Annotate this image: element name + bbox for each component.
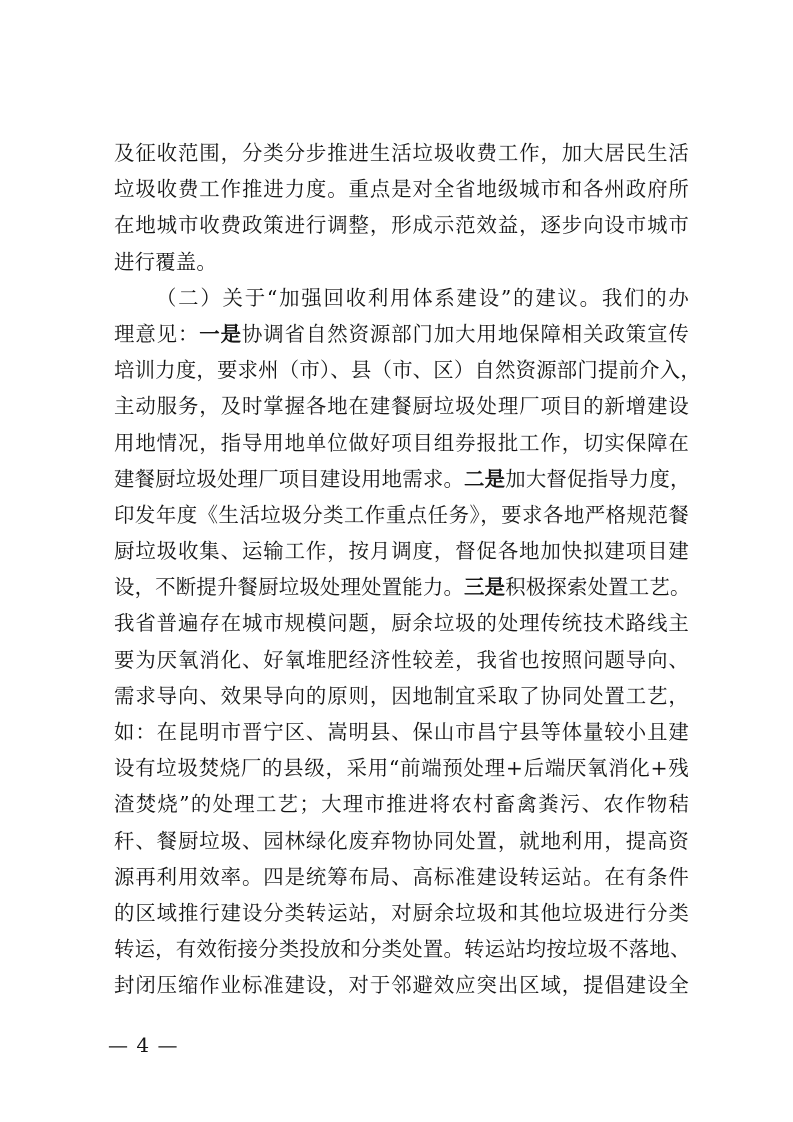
text-line: 主动服务，及时掌握各地在建餐厨垃圾处理厂项目的新增建设 [114, 394, 689, 419]
text-line: 我省普遍存在城市规模问题，厨余垃圾的处理传统技术路线主 [114, 611, 689, 636]
text-line: 要为厌氧消化、好氧堆肥经济性较差，我省也按照问题导向、 [114, 647, 689, 672]
text-line: 源再利用效率。四是统筹布局、高标准建设转运站。在有条件 [114, 864, 689, 889]
text-line: 及征收范围，分类分步推进生活垃圾收费工作，加大居民生活 [114, 141, 689, 165]
text-line: 用地情况，指导用地单位做好项目组券报批工作，切实保障在 [114, 430, 689, 455]
text-line: 进行覆盖。 [114, 249, 217, 274]
text-line: 需求导向、效果导向的原则，因地制宜采取了协同处置工艺， [114, 683, 689, 708]
text-line: 如：在昆明市晋宁区、嵩明县、保山市昌宁县等体量较小且建 [114, 720, 689, 744]
text-line: 设有垃圾焚烧厂的县级，采用“前端预处理+后端厌氧消化+残 [114, 756, 689, 781]
text-line: 厨垃圾收集、运输工作，按月调度，督促各地加快拟建项目建 [114, 539, 689, 564]
text-line: 设，不断提升餐厨垃圾处理处置能力。三是积极探索处置工艺。 [114, 575, 691, 600]
page-number: — 4 — [108, 1033, 179, 1057]
text-line: 印发年度《生活垃圾分类工作重点任务》，要求各地严格规范餐 [114, 502, 689, 527]
text-line: 培训力度，要求州（市）、县（市、区）自然资源部门提前介入， [114, 358, 701, 383]
text-line: 转运，有效衔接分类投放和分类处置。转运站均按垃圾不落地、 [114, 937, 691, 962]
text-line: 理意见：一是协调省自然资源部门加大用地保障相关政策宣传 [114, 321, 689, 346]
text-line: 渣焚烧”的处理工艺；大理市推进将农村畜禽粪污、农作物秸 [114, 792, 689, 817]
text-line: 的区域推行建设分类转运站，对厨余垃圾和其他垃圾进行分类 [114, 900, 689, 925]
body-text [114, 135, 701, 1004]
section-heading-line: （二）关于“加强回收利用体系建设”的建议。我们的办 [156, 285, 689, 310]
text-line: 垃圾收费工作推进力度。重点是对全省地级城市和各州政府所 [114, 177, 689, 202]
text-line: 封闭压缩作业标准建设，对于邻避效应突出区域，提倡建设全 [114, 973, 689, 998]
text-line: 在地城市收费政策进行调整，形成示范效益，逐步向设市城市 [114, 213, 689, 238]
text-line: 建餐厨垃圾处理厂项目建设用地需求。二是加大督促指导力度， [114, 466, 691, 491]
text-line: 秆、餐厨垃圾、园林绿化废弃物协同处置，就地利用，提高资 [114, 828, 689, 853]
